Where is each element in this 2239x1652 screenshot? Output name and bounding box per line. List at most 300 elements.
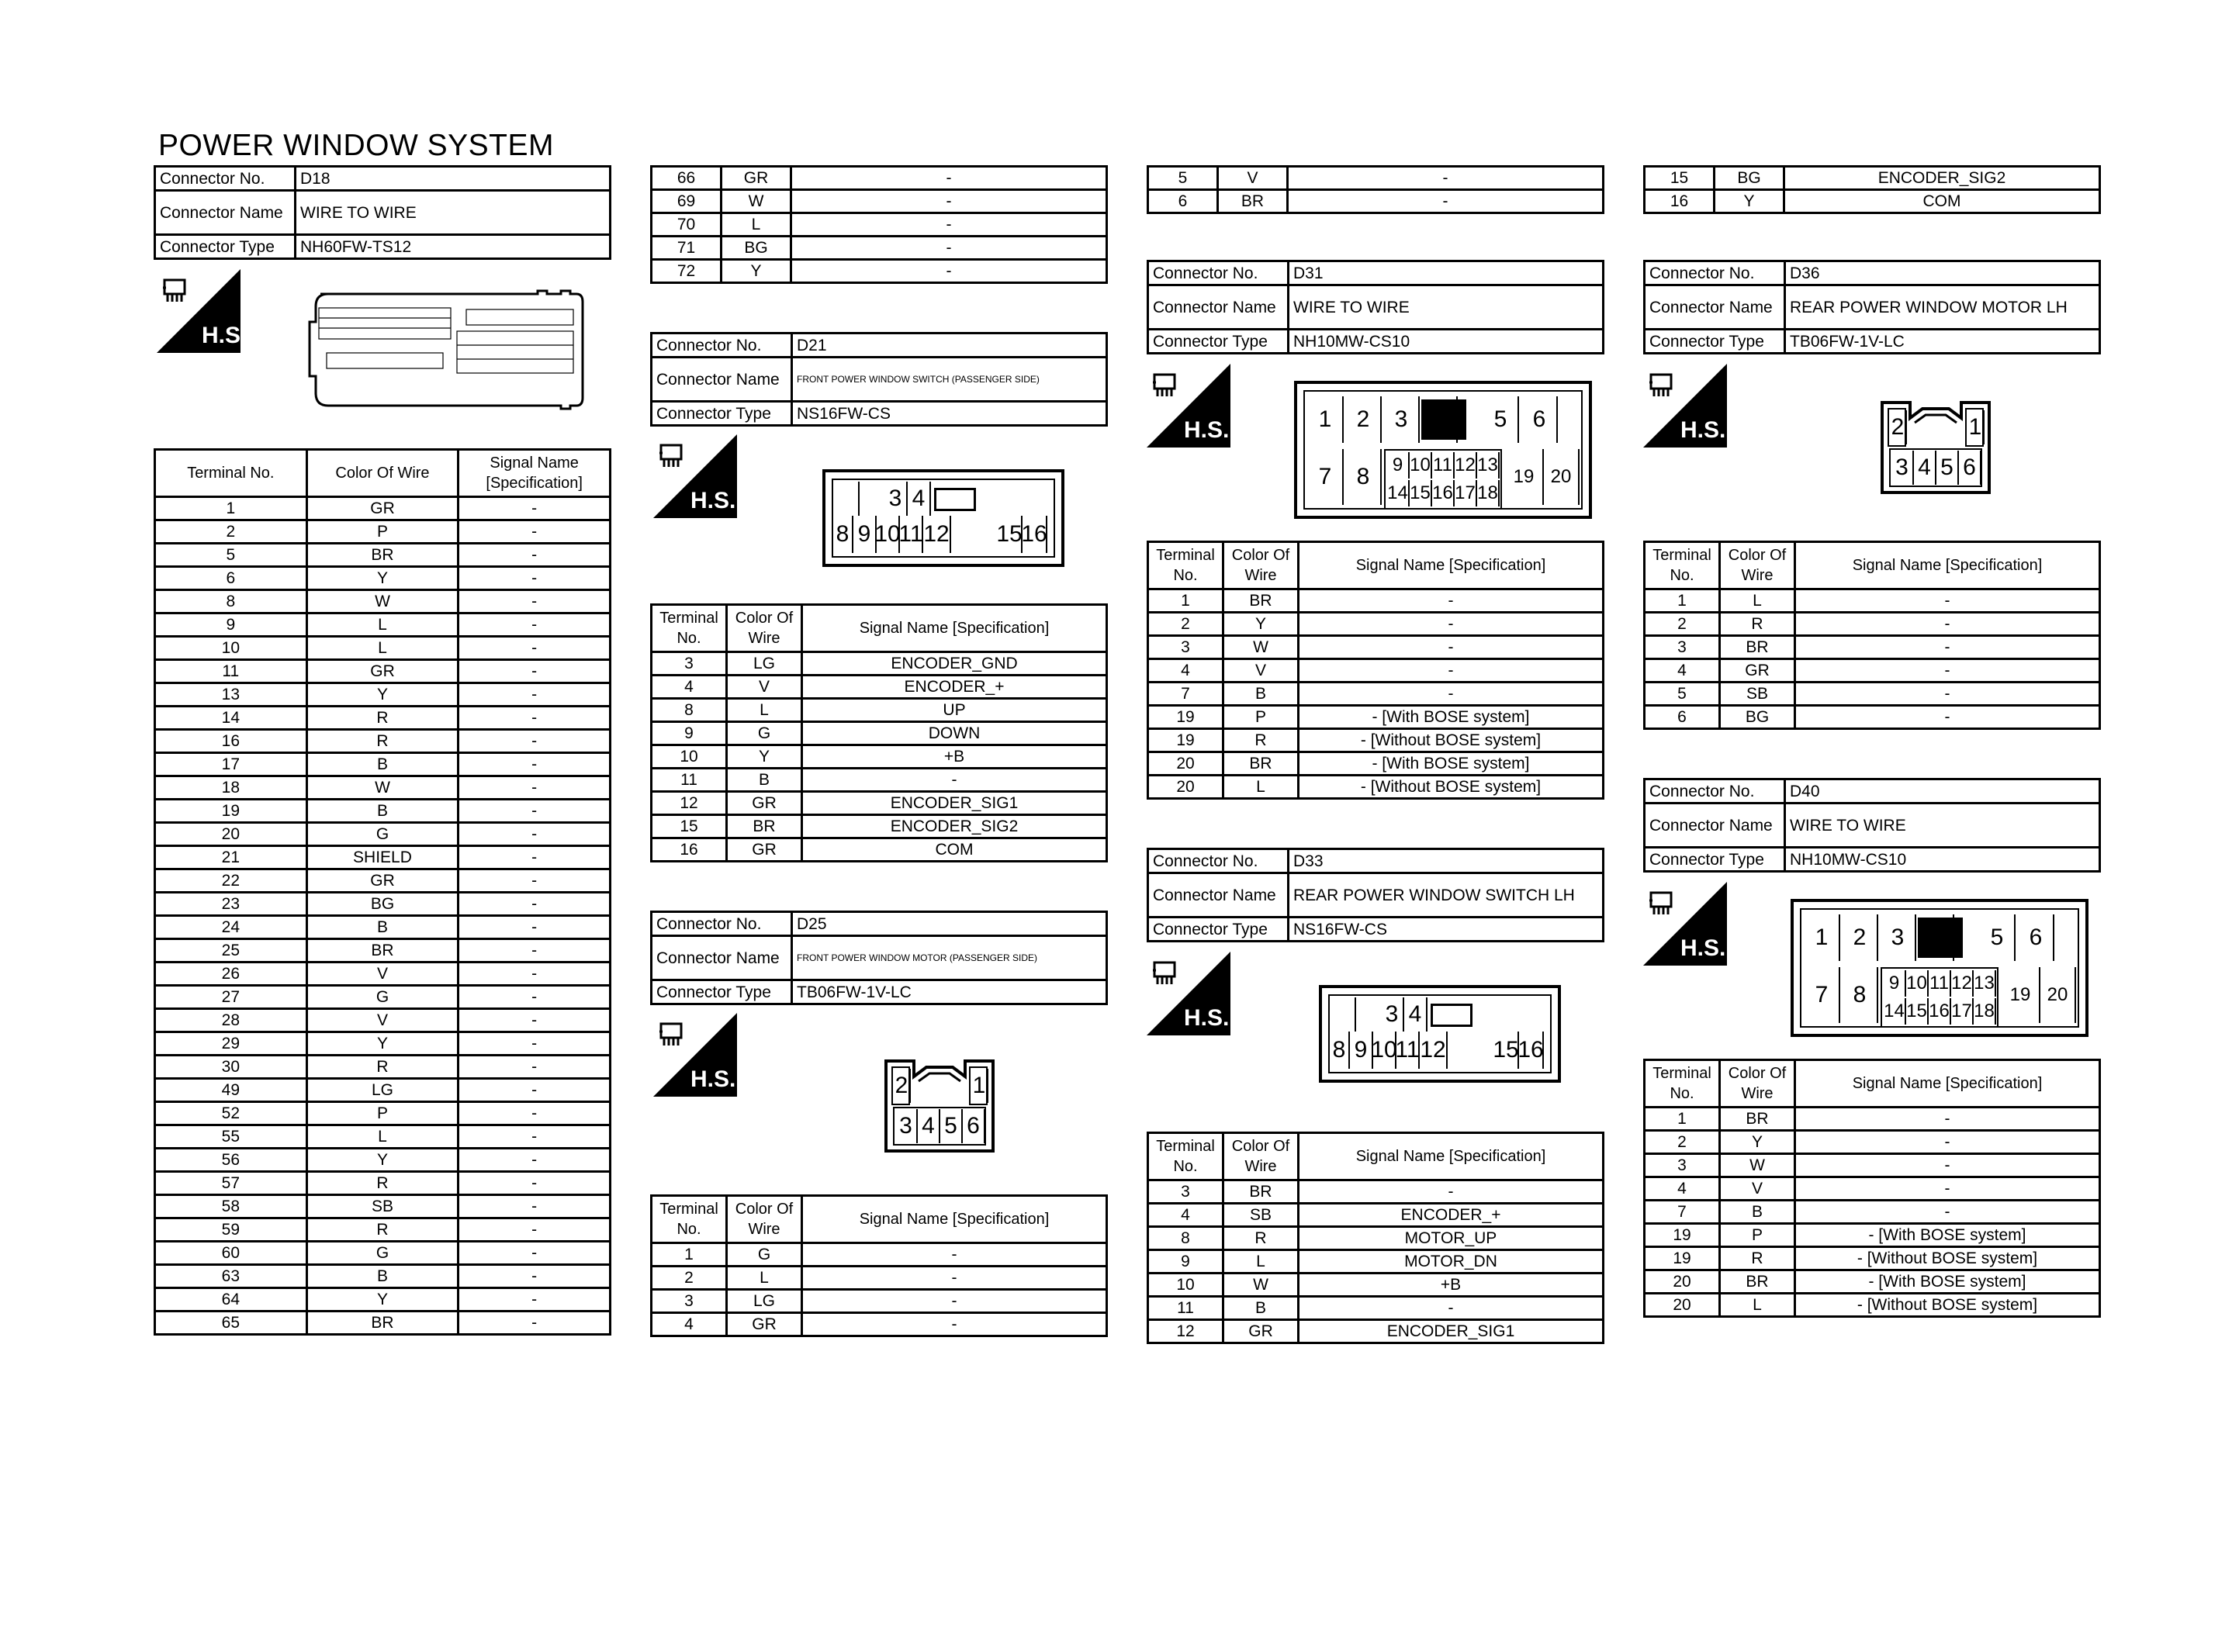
- connector-info-d36: [1643, 260, 2101, 354]
- terminal-no-header: Terminal No.: [1645, 542, 1720, 589]
- wire-color: BR: [1223, 1180, 1299, 1204]
- wire-color: L: [306, 1125, 459, 1149]
- connector-diagram-d36: [1643, 354, 2101, 541]
- signal-name: -: [459, 753, 611, 776]
- terminal-number: 1: [1148, 589, 1223, 613]
- tb06-connector-face: [883, 1058, 996, 1154]
- connector-info-d21: [650, 332, 1108, 427]
- svg-text:H.S.: H.S.: [690, 1066, 736, 1092]
- signal-name: -: [459, 730, 611, 753]
- pin-label: 1: [1308, 396, 1344, 443]
- color-header: Color Of Wire: [727, 1196, 802, 1243]
- pin-label: 9: [853, 516, 877, 553]
- terminal-number: 52: [155, 1102, 307, 1125]
- pin-label: 16: [1519, 1032, 1544, 1069]
- pin-label: 7: [1308, 449, 1344, 505]
- table-row: [652, 815, 1107, 838]
- pin-label: 8: [833, 516, 853, 553]
- wire-color: GR: [306, 869, 459, 893]
- pin-label: 3: [1891, 451, 1914, 485]
- table-row: [1645, 613, 2100, 636]
- connector-name-label: Connector Name: [652, 936, 792, 980]
- terminal-number: 58: [155, 1195, 307, 1218]
- terminal-number: 8: [652, 699, 727, 722]
- signal-name: - [With BOSE system]: [1795, 1224, 2100, 1247]
- table-row: [155, 590, 611, 613]
- table-row: [1645, 1201, 2100, 1224]
- signal-name: MOTOR_UP: [1299, 1227, 1604, 1250]
- wire-color: L: [727, 699, 802, 722]
- wire-color: LG: [727, 1290, 802, 1313]
- table-row: [652, 652, 1107, 676]
- terminal-number: 4: [652, 1313, 727, 1336]
- pin-label: 3: [1384, 396, 1420, 443]
- table-row: [155, 1265, 611, 1288]
- ns16-connector-face: [822, 469, 1064, 567]
- pin-label: 9: [1884, 970, 1906, 997]
- pin-table-d18-continued: [650, 165, 1108, 284]
- terminal-number: 14: [155, 707, 307, 730]
- wire-color: Y: [1223, 613, 1299, 636]
- wire-color: GR: [1223, 1320, 1299, 1343]
- wire-color: W: [1223, 636, 1299, 659]
- connector-name-value: REAR POWER WINDOW MOTOR LH: [1785, 285, 2100, 330]
- signal-name: -: [459, 939, 611, 963]
- signal-name: -: [1299, 636, 1604, 659]
- pin-rows: [652, 652, 1107, 862]
- terminal-number: 17: [155, 753, 307, 776]
- pin-rows: [1645, 1108, 2100, 1317]
- pin-label: 8: [1330, 1032, 1350, 1069]
- signal-name: -: [459, 776, 611, 800]
- column-3: [1147, 165, 1604, 1344]
- table-row: [1645, 1247, 2100, 1270]
- table-row: [155, 683, 611, 707]
- terminal-number: 4: [652, 676, 727, 699]
- connector-name-value: WIRE TO WIRE: [1289, 285, 1604, 330]
- pin-label: 15: [998, 516, 1023, 553]
- table-row: [1645, 706, 2100, 729]
- pin-label: 6: [1959, 451, 1981, 485]
- svg-text:H.S.: H.S.: [1184, 1005, 1230, 1031]
- pin-label: 6: [1522, 396, 1558, 443]
- connector-name-label: Connector Name: [652, 358, 792, 402]
- connector-type-value: NH10MW-CS10: [1289, 330, 1604, 354]
- table-row: [1148, 729, 1604, 752]
- table-row: [155, 1149, 611, 1172]
- table-row: [1148, 613, 1604, 636]
- terminal-number: 3: [652, 1290, 727, 1313]
- wire-color: W: [1720, 1154, 1795, 1177]
- terminal-number: 4: [1148, 1204, 1223, 1227]
- table-row: [652, 237, 1107, 260]
- pin-label: 13: [1477, 452, 1500, 479]
- terminal-no-header: Terminal No.: [652, 1196, 727, 1243]
- wire-color: R: [1720, 613, 1795, 636]
- terminal-number: 16: [652, 838, 727, 862]
- table-row: [155, 1195, 611, 1218]
- wire-color: B: [306, 916, 459, 939]
- pin-label: 16: [1432, 480, 1455, 506]
- table-row: [652, 699, 1107, 722]
- connector-no-label: Connector No.: [652, 912, 792, 936]
- color-header: Color Of Wire: [1720, 542, 1795, 589]
- connector-type-label: Connector Type: [652, 402, 792, 426]
- pin-label: 4: [1422, 396, 1458, 443]
- pin-rows: [1148, 589, 1604, 799]
- signal-name: -: [1795, 1154, 2100, 1177]
- signal-header: Signal Name [Specification]: [1795, 1060, 2100, 1108]
- harness-side-icon: [1147, 364, 1230, 448]
- pin-label: 4: [908, 482, 931, 516]
- signal-name: -: [459, 916, 611, 939]
- terminal-number: 12: [652, 792, 727, 815]
- signal-name: COM: [802, 838, 1107, 862]
- pin-label: 20: [2040, 967, 2076, 1023]
- terminal-number: 19: [1645, 1247, 1720, 1270]
- pin-label: 12: [1455, 452, 1477, 479]
- table-row: [1148, 589, 1604, 613]
- table-row: [155, 753, 611, 776]
- signal-name: -: [1288, 190, 1604, 213]
- pin-label: 10: [1906, 970, 1929, 997]
- connector-info-d40: [1643, 778, 2101, 873]
- signal-name: -: [459, 823, 611, 846]
- wire-color: GR: [306, 660, 459, 683]
- signal-name: -: [459, 567, 611, 590]
- wire-color: BR: [306, 544, 459, 567]
- table-row: [652, 676, 1107, 699]
- terminal-number: 5: [1148, 167, 1218, 190]
- latch-tab: [934, 488, 976, 511]
- signal-name: +B: [802, 745, 1107, 769]
- pin-label: 8: [1843, 967, 1878, 1023]
- svg-text:H.S.: H.S.: [690, 488, 736, 513]
- wire-color: SHIELD: [306, 846, 459, 869]
- signal-name: -: [459, 637, 611, 660]
- table-row: [1148, 1250, 1604, 1274]
- connector-type-label: Connector Type: [1645, 330, 1785, 354]
- signal-name: -: [1795, 1177, 2100, 1201]
- signal-name: ENCODER_SIG1: [1299, 1320, 1604, 1343]
- table-row: [1148, 190, 1604, 213]
- terminal-number: 63: [155, 1265, 307, 1288]
- table-row: [652, 190, 1107, 213]
- connector-no-value: D21: [792, 334, 1107, 358]
- pin-rows: [1645, 167, 2100, 213]
- terminal-number: 4: [1148, 659, 1223, 683]
- wire-color: BR: [1720, 1108, 1795, 1131]
- terminal-number: 15: [652, 815, 727, 838]
- wire-color: P: [306, 520, 459, 544]
- signal-name: -: [1299, 589, 1604, 613]
- wire-color: W: [306, 776, 459, 800]
- signal-name: -: [802, 1243, 1107, 1267]
- table-row: [652, 769, 1107, 792]
- wire-color: V: [306, 963, 459, 986]
- terminal-number: 55: [155, 1125, 307, 1149]
- connector-type-label: Connector Type: [1645, 848, 1785, 872]
- terminal-number: 9: [1148, 1250, 1223, 1274]
- connector-no-label: Connector No.: [1148, 261, 1289, 285]
- signal-name: -: [459, 497, 611, 520]
- wire-color: Y: [306, 1032, 459, 1056]
- wire-color: GR: [727, 792, 802, 815]
- signal-name: -: [459, 683, 611, 707]
- pin-table-d31-leading: [1147, 165, 1604, 214]
- pin-rows: [155, 497, 611, 1335]
- pin-label: 16: [1929, 998, 1951, 1025]
- pin-label: 20: [1544, 449, 1580, 505]
- signal-name: -: [802, 1313, 1107, 1336]
- wire-color: R: [306, 730, 459, 753]
- table-row: [1645, 1154, 2100, 1177]
- signal-name: -: [1795, 636, 2100, 659]
- wire-color: V: [1218, 167, 1288, 190]
- wire-color: BG: [306, 893, 459, 916]
- pin-label: 1: [1805, 914, 1840, 961]
- table-row: [155, 1288, 611, 1312]
- table-row: [155, 869, 611, 893]
- connector-type-value: TB06FW-1V-LC: [792, 980, 1107, 1004]
- table-row: [155, 893, 611, 916]
- wire-color: R: [1223, 729, 1299, 752]
- wire-color: Y: [727, 745, 802, 769]
- table-row: [155, 1102, 611, 1125]
- terminal-number: 72: [652, 260, 722, 283]
- table-row: [1645, 1224, 2100, 1247]
- terminal-number: 5: [1645, 683, 1720, 706]
- terminal-number: 4: [1645, 1177, 1720, 1201]
- terminal-number: 20: [1645, 1270, 1720, 1294]
- table-row: [155, 544, 611, 567]
- signal-name: -: [459, 590, 611, 613]
- wire-color: B: [306, 1265, 459, 1288]
- signal-name: -: [459, 1218, 611, 1242]
- pin-label: 12: [1951, 970, 1974, 997]
- connector-diagram-d21: [650, 427, 1108, 603]
- connector-type-label: Connector Type: [652, 980, 792, 1004]
- pin-label: 10: [877, 516, 900, 553]
- page-title: POWER WINDOW SYSTEM: [158, 129, 554, 162]
- wire-color: V: [1223, 659, 1299, 683]
- table-row: [1148, 752, 1604, 776]
- pin-label: 4: [1404, 997, 1427, 1032]
- terminal-number: 2: [1148, 613, 1223, 636]
- wire-color: Y: [306, 683, 459, 707]
- signal-name: ENCODER_SIG2: [802, 815, 1107, 838]
- signal-name: -: [1288, 167, 1604, 190]
- wire-color: R: [306, 707, 459, 730]
- wire-color: LG: [306, 1079, 459, 1102]
- terminal-number: 30: [155, 1056, 307, 1079]
- signal-name: -: [459, 1312, 611, 1335]
- signal-name: -: [1795, 706, 2100, 729]
- signal-header: Signal Name [Specification]: [802, 1196, 1107, 1243]
- signal-name: -: [459, 1265, 611, 1288]
- terminal-number: 15: [1645, 167, 1715, 190]
- pin-label: 11: [1396, 1032, 1420, 1069]
- signal-name: -: [459, 1149, 611, 1172]
- terminal-number: 11: [155, 660, 307, 683]
- pin-label: 4: [1914, 451, 1936, 485]
- terminal-number: 27: [155, 986, 307, 1009]
- pin-label: 1: [1967, 410, 1985, 444]
- terminal-number: 5: [155, 544, 307, 567]
- connector-type-label: Connector Type: [1148, 330, 1289, 354]
- terminal-no-header: Terminal No.: [155, 450, 307, 497]
- pin-label: 5: [940, 1109, 963, 1143]
- terminal-no-header: Terminal No.: [1148, 542, 1223, 589]
- pin-label: 15: [1494, 1032, 1519, 1069]
- signal-name: -: [459, 613, 611, 637]
- empty-cavity: [858, 482, 880, 516]
- terminal-number: 1: [1645, 1108, 1720, 1131]
- wire-color: P: [306, 1102, 459, 1125]
- connector-type-label: Connector Type: [1148, 918, 1289, 942]
- wire-color: L: [1223, 1250, 1299, 1274]
- pin-label: 18: [1477, 480, 1500, 506]
- signal-name: -: [459, 1079, 611, 1102]
- pin-table-d33: [1147, 1132, 1604, 1344]
- pin-label: 18: [1974, 998, 1996, 1025]
- table-row: [1645, 1131, 2100, 1154]
- table-row: [155, 1242, 611, 1265]
- wire-color: B: [1720, 1201, 1795, 1224]
- color-header: Color Of Wire: [306, 450, 459, 497]
- signal-name: -: [791, 167, 1107, 190]
- wire-color: GR: [306, 497, 459, 520]
- wire-color: SB: [1223, 1204, 1299, 1227]
- pin-label: 3: [1881, 914, 1916, 961]
- terminal-number: 20: [1645, 1294, 1720, 1317]
- signal-name: - [Without BOSE system]: [1299, 729, 1604, 752]
- table-row: [155, 800, 611, 823]
- table-row: [155, 1009, 611, 1032]
- pin-table-d40: [1643, 1059, 2101, 1318]
- pin-label: 17: [1455, 480, 1477, 506]
- signal-name: -: [459, 1288, 611, 1312]
- terminal-number: 1: [1645, 589, 1720, 613]
- signal-name: - [With BOSE system]: [1795, 1270, 2100, 1294]
- signal-name: - [With BOSE system]: [1299, 752, 1604, 776]
- table-row: [1645, 683, 2100, 706]
- connector-no-value: D33: [1289, 849, 1604, 873]
- table-row: [652, 1243, 1107, 1267]
- wire-color: L: [1223, 776, 1299, 799]
- table-row: [652, 722, 1107, 745]
- terminal-number: 10: [1148, 1274, 1223, 1297]
- terminal-number: 3: [1645, 636, 1720, 659]
- signal-header: Signal Name [Specification]: [459, 450, 611, 497]
- table-row: [155, 823, 611, 846]
- pin-table-d21: [650, 603, 1108, 862]
- connector-no-value: D36: [1785, 261, 2100, 285]
- signal-name: -: [1795, 1108, 2100, 1131]
- column-2: [650, 165, 1108, 1337]
- terminal-number: 2: [155, 520, 307, 544]
- wire-color: R: [1720, 1247, 1795, 1270]
- wire-color: P: [1720, 1224, 1795, 1247]
- wire-color: LG: [727, 652, 802, 676]
- wire-color: SB: [306, 1195, 459, 1218]
- table-row: [1645, 1108, 2100, 1131]
- terminal-no-header: Terminal No.: [652, 605, 727, 652]
- pin-label: 11: [900, 516, 923, 553]
- wire-color: G: [306, 986, 459, 1009]
- connector-no-value: D40: [1785, 779, 2100, 804]
- signal-name: - [With BOSE system]: [1299, 706, 1604, 729]
- pin-table-d33-continued: [1643, 165, 2101, 214]
- column-1: [154, 165, 611, 1336]
- pin-label: 8: [1346, 449, 1382, 505]
- signal-name: -: [1299, 683, 1604, 706]
- wire-color: R: [1223, 1227, 1299, 1250]
- table-row: [155, 939, 611, 963]
- connector-type-value: NS16FW-CS: [1289, 918, 1604, 942]
- table-row: [1148, 1274, 1604, 1297]
- signal-name: - [Without BOSE system]: [1795, 1294, 2100, 1317]
- pin-label: 2: [1843, 914, 1878, 961]
- wire-color: R: [306, 1218, 459, 1242]
- pin-label: 15: [1906, 998, 1929, 1025]
- signal-name: -: [791, 190, 1107, 213]
- terminal-number: 16: [1645, 190, 1715, 213]
- table-row: [155, 730, 611, 753]
- table-row: [1645, 659, 2100, 683]
- pin-label: 19: [1505, 449, 1544, 505]
- pin-label: 11: [1432, 452, 1455, 479]
- pin-label: 4: [1919, 914, 1954, 961]
- terminal-number: 1: [155, 497, 307, 520]
- empty-cavity: [832, 482, 853, 516]
- table-row: [155, 707, 611, 730]
- connector-name-value: WIRE TO WIRE: [1785, 804, 2100, 848]
- pin-label: 7: [1805, 967, 1840, 1023]
- signal-name: -: [459, 520, 611, 544]
- table-row: [155, 916, 611, 939]
- signal-name: -: [1795, 659, 2100, 683]
- signal-name: -: [459, 963, 611, 986]
- connector-diagram-d25: [650, 1005, 1108, 1194]
- wire-color: L: [306, 637, 459, 660]
- terminal-number: 12: [1148, 1320, 1223, 1343]
- pin-label: 5: [1936, 451, 1959, 485]
- terminal-number: 57: [155, 1172, 307, 1195]
- terminal-number: 7: [1148, 683, 1223, 706]
- table-row: [155, 986, 611, 1009]
- pin-label: 10: [1410, 452, 1432, 479]
- signal-name: -: [459, 1032, 611, 1056]
- signal-name: -: [459, 1125, 611, 1149]
- pin-label: 2: [894, 1069, 911, 1103]
- wire-color: G: [727, 722, 802, 745]
- terminal-number: 11: [652, 769, 727, 792]
- signal-name: -: [1299, 659, 1604, 683]
- terminal-number: 6: [1645, 706, 1720, 729]
- signal-name: -: [802, 1290, 1107, 1313]
- wire-color: BR: [1720, 1270, 1795, 1294]
- terminal-number: 11: [1148, 1297, 1223, 1320]
- signal-name: -: [791, 260, 1107, 283]
- connector-name-value: REAR POWER WINDOW SWITCH LH: [1289, 873, 1604, 918]
- table-row: [155, 1079, 611, 1102]
- pin-grid: [1881, 967, 1998, 1028]
- signal-name: -: [459, 1195, 611, 1218]
- wire-color: BR: [1218, 190, 1288, 213]
- table-row: [1148, 659, 1604, 683]
- wire-color: V: [1720, 1177, 1795, 1201]
